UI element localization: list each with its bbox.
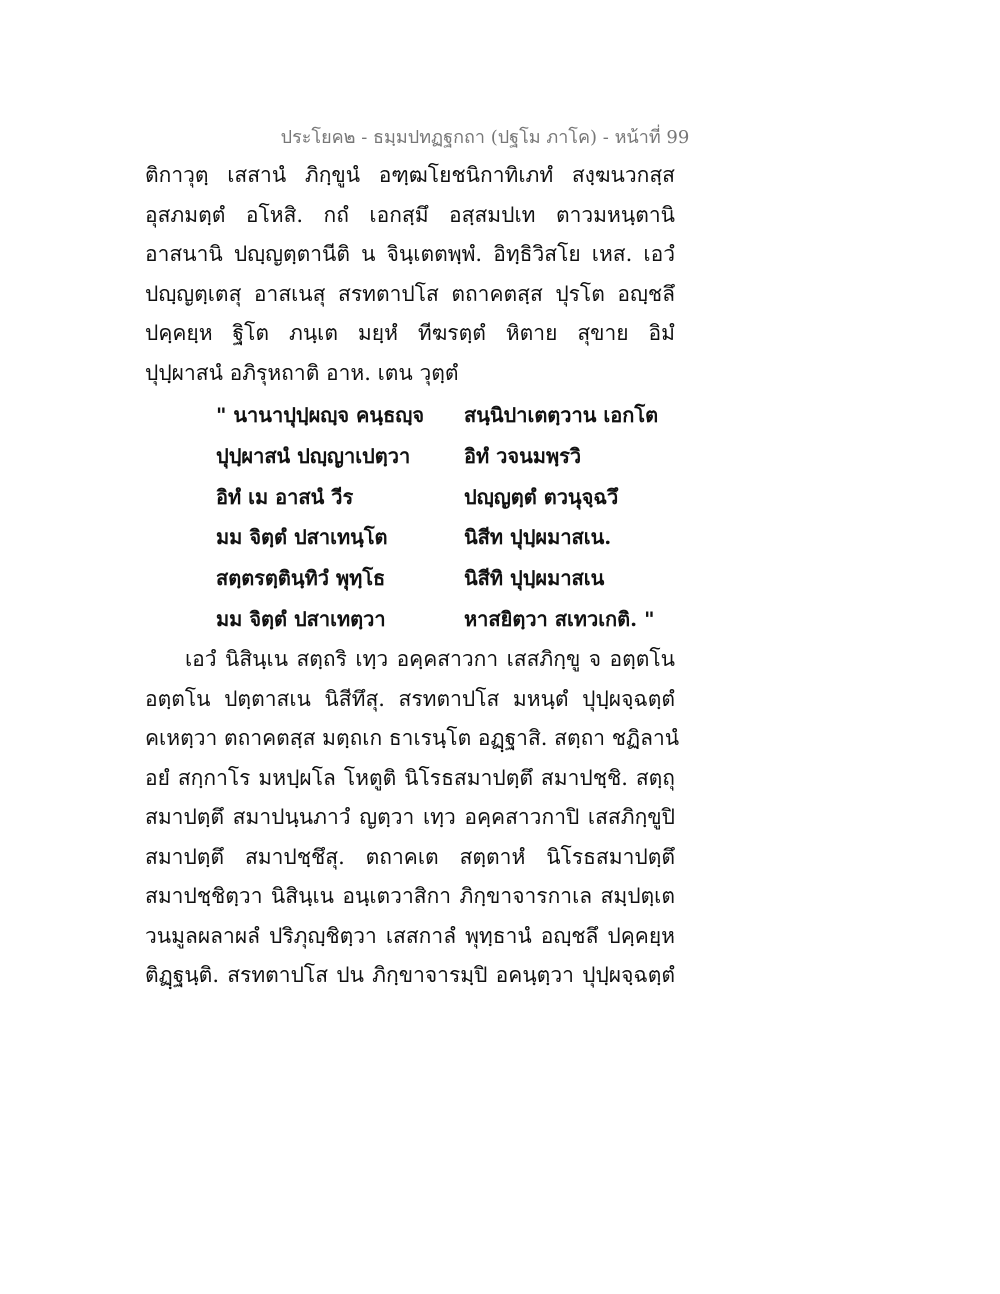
text-line: วนมูลผลาผลํ ปริภุญฺชิตฺวา เสสกาลํ พุทฺธานํ อญฺชลึ ปคฺคยฺห	[145, 923, 675, 948]
text-line: ติกาวุตฺ เสสานํ ภิกฺขูนํ อฑฺฒโยชนิกาทิเภทํ สงฺฆนวกสฺส	[145, 163, 675, 187]
text-line: คเหตฺวา ตถาคตสฺส มตฺถเก ธาเรนฺโต อฏฺฐาสิ. สตฺถา ชฏิลานํ	[145, 726, 680, 750]
text-line: อาสนานิ ปญฺญตฺตานีติ น จินฺเตตพฺพํ. อิทฺธิวิสโย เหส. เอวํ	[145, 242, 675, 266]
verse-second-half: สนฺนิปาเตตฺวาน เอกโต	[464, 403, 659, 427]
text-line: อตฺตโน ปตฺตาสเน นิสีทึสุ. สรทตาปโส มหนฺตํ ปุปฺผจฺฉตฺตํ	[145, 686, 675, 711]
verse-first-half: สตฺตรตฺตินฺทิวํ พุทฺโธ	[216, 566, 386, 591]
text-line: ปคฺคยฺห ฐิโต ภนฺเต มยฺหํ ทีฆรตฺตํ หิตาย สุขาย อิมํ	[145, 321, 675, 345]
verse-block	[216, 395, 658, 640]
paragraph-2	[145, 640, 680, 996]
text-line: อยํ สกฺกาโร มหปฺผโล โหตูติ นิโรธสมาปตฺตึ สมาปชฺชิ. สตฺถุ	[145, 765, 675, 790]
text-line: สมาปชฺชิตฺวา นิสินฺเน อนฺเตวาสิกา ภิกฺขาจารกาเล สมฺปตฺเต	[145, 884, 675, 908]
verse-second-half: นิสีท ปุปฺผมาสเน.	[464, 525, 612, 550]
verse-second-half: หาสยิตฺวา สเทวเกติ. "	[464, 606, 655, 631]
text-line: ปญฺญตฺเตสุ อาสเนสุ สรทตาปโส ตถาคตสฺส ปุรโต อญฺชลึ	[145, 281, 675, 306]
verse-row	[216, 558, 658, 599]
verse-row	[216, 436, 658, 477]
verse-row	[216, 599, 658, 640]
verse-first-half: มม จิตฺตํ ปสาเทตฺวา	[216, 606, 386, 631]
text-line: สมาปตฺตึ สมาปนฺนภาวํ ญตฺวา เทฺว อคฺคสาวกาปิ เสสภิกฺขูปิ	[145, 805, 675, 829]
verse-first-half: ปุปฺผาสนํ ปญฺญาเปตฺวา	[216, 443, 411, 468]
verse-row	[216, 395, 658, 436]
verse-first-half: อิทํ เม อาสนํ วีร	[216, 484, 354, 509]
verse-row	[216, 517, 658, 558]
paragraph-1	[145, 156, 675, 393]
verse-row	[216, 477, 658, 518]
text-line: เอวํ นิสินฺเน สตฺถริ เทฺว อคฺคสาวกา เสสภิกฺขู จ อตฺตโน	[185, 647, 675, 671]
verse-first-half: " นานาปุปฺผญฺจ คนฺธญฺจ	[216, 403, 425, 427]
text-line: ติฏฺฐนฺติ. สรทตาปโส ปน ภิกฺขาจารมฺปิ อคนฺตฺวา ปุปฺผจฺฉตฺตํ	[145, 963, 675, 987]
page-header: ประโยค๒ - ธมฺมปทฏฐกถา (ปฐโม ภาโค) - หน้าที่ 99	[280, 127, 690, 148]
verse-second-half: ปญฺญตฺตํ ตวนุจฺฉวึ	[464, 484, 619, 509]
verse-second-half: อิทํ วจนมพฺรวิ	[464, 443, 582, 468]
text-line: สมาปตฺตึ สมาปชฺชึสุ. ตถาคเต สตฺตาหํ นิโรธสมาปตฺตึ	[145, 844, 675, 869]
verse-second-half: นิสีทิ ปุปฺผมาสเน	[464, 566, 605, 591]
text-line: ปุปฺผาสนํ อภิรุหถาติ อาห. เตน วุตฺตํ	[145, 360, 459, 385]
verse-first-half: มม จิตฺตํ ปสาเทนฺโต	[216, 525, 388, 550]
text-line: อุสภมตฺตํ อโหสิ. กถํ เอกสฺมึ อสฺสมปเท ตาวมหนฺตานิ	[145, 202, 675, 227]
